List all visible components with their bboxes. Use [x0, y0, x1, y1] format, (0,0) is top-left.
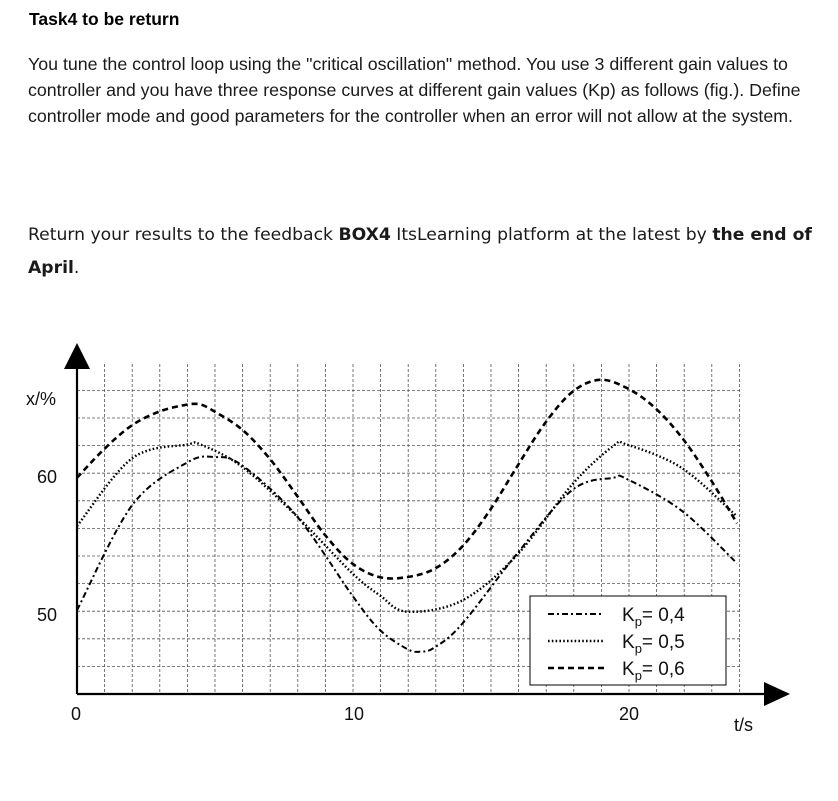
chart-legend [530, 596, 726, 685]
x-tick-label-20: 20 [619, 704, 640, 724]
y-axis-arrow-icon [64, 343, 90, 369]
return-note-box: BOX4 [338, 225, 391, 245]
series-line-dashed [77, 380, 737, 579]
task-title: Task4 to be return [29, 9, 180, 29]
y-tick-label-50: 50 [37, 605, 58, 625]
y-axis-label: x/% [26, 389, 57, 409]
x-axis-arrow-icon [764, 682, 790, 706]
legend-label-kp-0-6: $K_p= 0,6$ [622, 659, 685, 683]
return-note-deadline: the end of April [28, 225, 812, 278]
return-note-middle: ItsLearning platform at the latest by [390, 225, 713, 245]
legend-label-kp-0-5: $K_p= 0,5$ [622, 632, 685, 656]
x-tick-label-0: 0 [71, 704, 82, 724]
task-description: You tune the control loop using the "critical oscillation" method. You use 3 different gain values to controller and you have three response curves at different gain values (Kp) as follows (fig.). Define controller mode and good parameters for the controller when an error will not allow at the system. [28, 54, 801, 126]
x-axis-label: t/s [734, 715, 754, 735]
return-note-prefix: Return your results to the feedback [28, 225, 339, 245]
y-tick-label-60: 60 [37, 467, 58, 487]
legend-label-kp-0-4: $K_p= 0,4$ [622, 605, 685, 629]
x-tick-label-10: 10 [344, 704, 365, 724]
series-line-dotted [77, 441, 737, 611]
return-note-suffix: . [73, 258, 80, 278]
